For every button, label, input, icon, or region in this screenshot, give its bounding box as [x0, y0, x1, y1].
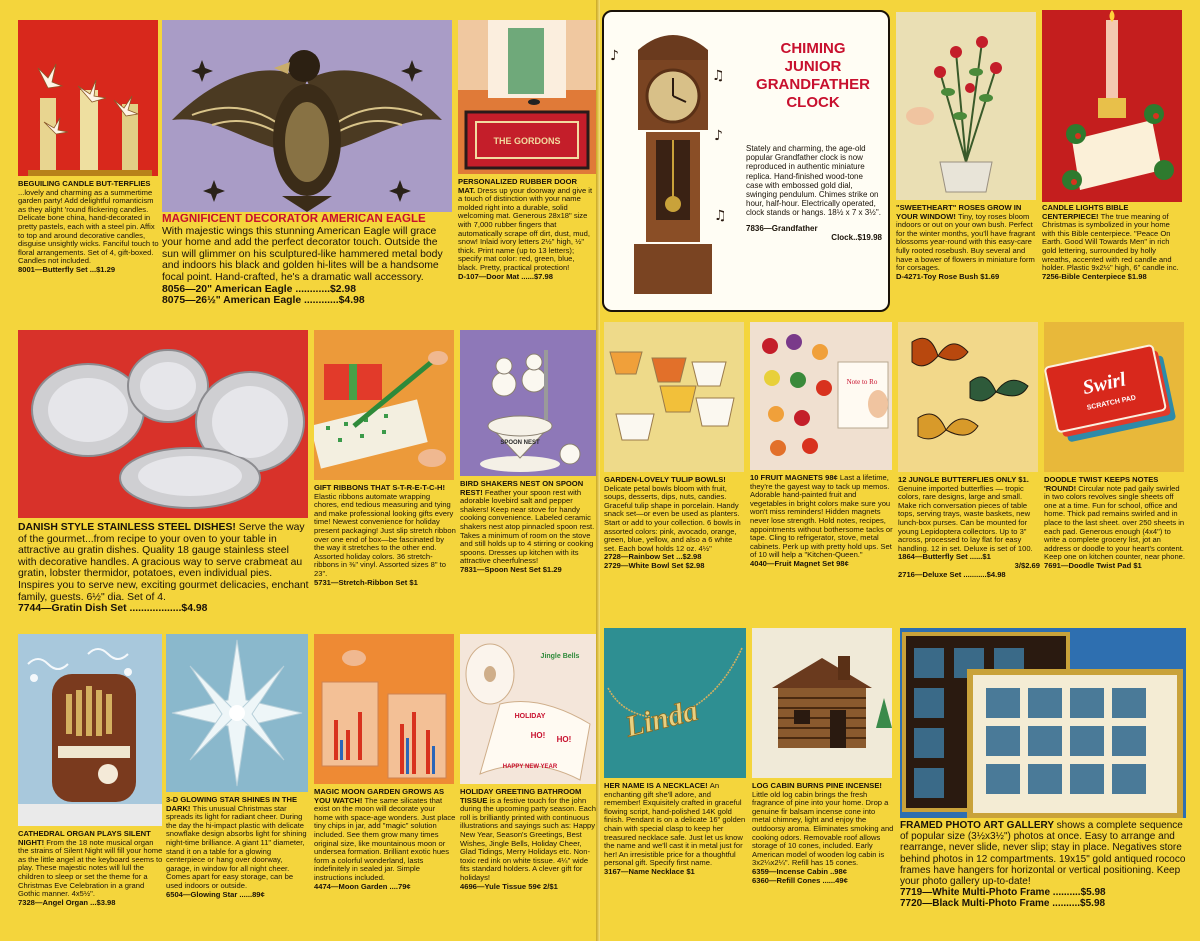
door-mat-price: D-107—Door Mat ......$7.98	[458, 271, 553, 281]
rose-bush-photo	[896, 12, 1036, 200]
fruit-magnets-price: 4040—Fruit Magnet Set 98¢	[750, 558, 849, 568]
angel-organ-title: CATHEDRAL ORGAN PLAYS SILENT NIGHT!	[18, 830, 151, 847]
gratin-dishes-title: DANISH STYLE STAINLESS STEEL DISHES!	[18, 522, 239, 533]
tulip-bowls-body: Delicate petal bowls bloom with fruit, soups, desserts, dips, nuts, candies. Graceful tulip shape in porcelain. Handy snack set—or even be used as planters. Start or add to your collection. 6 bowls in assorted colors: pink, avocado, orange, green, blue, yellow, and also a 6 white set. Each bowl holds 12 oz. 4½"	[604, 483, 741, 553]
bible-centerpiece-text	[1042, 204, 1184, 322]
spoon-nest-photo	[460, 330, 596, 476]
svg-text:♪: ♪	[714, 128, 723, 144]
left-catalog-page	[0, 0, 598, 941]
incense-cabin-body: Little old log cabin brings the fresh fragrance of pine into your home. Drop a genuine fir balsam incense cone into metal chimney, light and enjoy the outdoorsy aroma. Eliminates smoking and cooking odors. Removable roof allows storage of 10 cones, included. Early American model of wooden log cabin is 3x2¼x2¼". Refill has 15 cones.	[752, 789, 894, 868]
door-mat-lettering: THE GORDONS	[493, 136, 561, 146]
clock-heading-line-2: JUNIOR	[784, 58, 842, 75]
name-necklace-title: HER NAME IS A NECKLACE!	[604, 782, 710, 790]
jungle-butterflies-price-multi: 3/$2.69	[1014, 560, 1040, 570]
glowing-star-price: 6504—Glowing Star ......89¢	[166, 889, 265, 899]
yule-tissue-body: is a festive touch for the john during the upcoming party season. Each roll is brilliantly printed with continuous illustrations and sayings such as: Happy New Year, Season's Greetings, Best Wishes, Jingle Bells, Holiday Cheer, Glad Tidings, Merry Holidays etc. Non-toxic red ink on white tissue. 4¼" wide fits standard holders. A clever gift for holidays!	[460, 795, 596, 882]
jungle-butterflies-photo	[898, 322, 1038, 472]
tissue-word-2: Jingle Bells	[540, 653, 580, 660]
clock-heading-line-4: CLOCK	[786, 94, 840, 111]
tulip-bowls-title: GARDEN-LOVELY TULIP BOWLS!	[604, 476, 726, 484]
candle-butterflies-photo	[18, 20, 158, 176]
incense-cabin-photo	[752, 628, 892, 778]
gratin-dishes-body: Serve the way of the gourmet...from recipe to your oven to your table in attractive au gratin dishes. Quality 18 gauge stainless steel with decorative handles. A gracious way to serve crabmeat au gratin, lobster thermidor, potatoes, even individual pies. Inspires you to serve new, exciting gourmet delicacies, enchant family, guests. 6½" dia. Set of 4.	[18, 522, 309, 603]
doodle-twist-pad-title: DOODLE TWIST KEEPS NOTES 'ROUND!	[1044, 476, 1159, 493]
svg-text:♫: ♫	[714, 208, 727, 224]
tulip-bowls-price-white: 2729—White Bowl Set $2.98	[604, 560, 705, 570]
rose-bush-title: "SWEETHEART" ROSES GROW IN YOUR WINDOW!	[896, 204, 1022, 221]
grandfather-clock-photo	[608, 20, 738, 304]
yule-tissue-text	[460, 788, 596, 940]
fruit-magnets-text	[750, 474, 894, 622]
candle-butterflies-price: 8001—Butterfly Set ...$1.29	[18, 264, 116, 274]
american-eagle-title: MAGNIFICENT DECORATOR AMERICAN EAGLE	[162, 214, 426, 225]
incense-cabin-text	[752, 782, 894, 940]
doodle-twist-pad-price: 7691—Doodle Twist Pad $1	[1044, 560, 1142, 570]
tissue-word-4: HO!	[556, 735, 572, 744]
jungle-butterflies-price-deluxe: 2716—Deluxe Set ...........$4.98	[898, 569, 1006, 579]
name-necklace-price: 3167—Name Necklace $1	[604, 866, 695, 876]
moon-garden-photo	[314, 634, 454, 784]
gratin-dishes-text	[18, 522, 310, 632]
jungle-butterflies-price-set: 1864—Butterfly Set ......$1	[898, 552, 991, 562]
glowing-star-text	[166, 796, 310, 940]
stretch-ribbons-text	[314, 484, 456, 624]
svg-text:♫: ♫	[712, 68, 725, 84]
jungle-butterflies-text	[898, 476, 1040, 622]
incense-cabin-price: 6359—Incense Cabin ..98¢	[752, 866, 847, 876]
fruit-magnets-photo	[750, 322, 892, 470]
candle-butterflies-text	[18, 180, 160, 322]
rose-bush-text	[896, 204, 1038, 322]
jungle-butterflies-title: 12 JUNGLE BUTTERFLIES ONLY $1.	[898, 476, 1029, 484]
multi-photo-frame-text	[900, 820, 1188, 940]
american-eagle-photo	[162, 20, 452, 212]
incense-cabin-title: LOG CABIN BURNS PINE INCENSE!	[752, 782, 882, 790]
notepad-brand: Swirl	[1080, 368, 1128, 400]
gratin-dishes-price: 7744—Gratin Dish Set ..................$4.98	[18, 603, 208, 615]
spoon-nest-title: BIRD SHAKERS NEST ON SPOON REST!	[460, 480, 584, 497]
moon-garden-price: 4474—Moon Garden ....79¢	[314, 881, 411, 891]
spoon-nest-text	[460, 480, 596, 620]
moon-garden-body: The same silicates that exist on the moon will decorate your home with space-age wonders. Just place tiny chips in jar, add "magic" solution included. See them grow many times original size, like mountainous moon or undersea formation. Brilliant exotic hues form a colorful wonderland, lasts indefinitely in sealed jar. Simple instructions included.	[314, 795, 456, 882]
multi-photo-frame-body: shows a complete sequence of popular size (3½x3½") photos at once. Easy to arrange and rearrange, never slide, never slip; stay in place. Negatives store behind photos in 12 compartments. 19x15" gold antiqued rococo frames have hangers for horizontal or vertical positioning. Keep your photo gallery up-to-date!	[900, 820, 1186, 888]
clock-heading-line-3: GRANDFATHER	[756, 76, 870, 93]
american-eagle-price-20: 8056—20" American Eagle ............$2.98	[162, 283, 356, 295]
tissue-word-3: HO!	[530, 731, 546, 740]
jungle-butterflies-body: Genuine imported butterflies — tropic colors, rare designs, large and small. Make rich conversation pieces of table tops, serving trays, waste baskets, new lunch-box purses. Can be mounted for young Lepidoptera collectors. Up to 3" across, processed to lay flat for easy handling. 12 in set. Deluxe is set of 100.	[898, 483, 1033, 553]
necklace-name: Linda	[622, 693, 702, 744]
grandfather-clock-panel	[602, 10, 890, 312]
angel-organ-body: From the 18 note musical organ the strains of Silent Night will fill your home as the little angel at the keyboard seems to play. These majestic notes will lull the children to sleep or set the theme for a Christmas Eve Celebration in a grand Gothic manner. 4x5½".	[18, 837, 163, 899]
grandfather-clock-heading	[744, 40, 882, 112]
candle-butterflies-title: BEGUILING CANDLE BUT-TERFLIES	[18, 180, 151, 188]
stretch-ribbons-body: Elastic ribbons automate wrapping chores, end tedious measuring and tying and make professional looking gifts every time! Newest convenience for holiday present packaging! Just slip stretch ribbon over one end of box—be fascinated by the way it stretches to the other end. Assorted holiday colors. 36 stretch-ribbons in ⅜" vinyl. Assorted sizes 8" to 23".	[314, 491, 456, 578]
american-eagle-body: With majestic wings this stunning American Eagle will grace your home and add the perfect decorator touch. Outside the sun will glimmer on his sculptured-like hammered metal body and indoors his black and golden hi-lites will be a handsome focal point. Hand-crafted, he's a dramatic wall accessory.	[162, 225, 443, 283]
stretch-ribbons-price: 5731—Stretch-Ribbon Set $1	[314, 577, 418, 587]
moon-garden-text	[314, 788, 456, 940]
spoon-nest-label: SPOON NEST	[500, 440, 540, 446]
magnet-note-text: Note to Ro	[846, 378, 878, 386]
glowing-star-body: This unusual Christmas star spreads its light for radiant cheer. During the day the hi-impact plastic with delicate snowflake design absorbs light for shining night-time brilliance. A giant 11" diameter, stand it on a table for a glowing centerpiece or hang over doorway, garage, in window for all night cheer. Comes apart for easy storage, can be used indoors or outside.	[166, 803, 307, 890]
tulip-bowls-photo	[604, 322, 744, 472]
yule-tissue-title: HOLIDAY GREETING BATHROOM TISSUE	[460, 788, 582, 805]
angel-organ-price: 7328—Angel Organ ...$3.98	[18, 897, 116, 907]
right-catalog-page	[600, 0, 1200, 941]
tissue-word-5: HAPPY NEW YEAR	[502, 764, 558, 770]
yule-tissue-price: 4696—Yule Tissue 59¢ 2/$1	[460, 881, 558, 891]
svg-text:♪: ♪	[610, 48, 619, 64]
fruit-magnets-title: 10 FRUIT MAGNETS 98¢	[750, 474, 840, 482]
grandfather-clock-body: Stately and charming, the age-old popular Grandfather clock is now reproduced in authentic miniature replica. Hand-finished wood-tone case with embossed gold dial, swinging pendulum. Chimes strike on hour, half-hour. Electrically operated, clock stands or hangs. 18½ x 7 x 3½".	[746, 144, 881, 218]
stretch-ribbons-title: GIFT RIBBONS THAT S-T-R-E-T-C-H!	[314, 484, 446, 492]
angel-organ-text	[18, 830, 164, 940]
clock-heading-line-1: CHIMING	[780, 40, 846, 57]
multi-photo-frame-price-white: 7719—White Multi-Photo Frame ..........$5.98	[900, 887, 1106, 899]
stretch-ribbons-photo	[314, 330, 454, 480]
tulip-bowls-price-rainbow: 2728—Rainbow Set ...$2.98	[604, 552, 702, 562]
spoon-nest-price: 7831—Spoon Nest Set $1.29	[460, 564, 562, 574]
glowing-star-title: 3-D GLOWING STAR SHINES IN THE DARK!	[166, 796, 298, 813]
glowing-star-photo	[166, 634, 308, 792]
fruit-magnets-body: Last a lifetime, they're the gayest way to tack up memos. Adorable hand-painted fruit and vegetables in bright colors make sure you won't miss reminders! Hidden magnets never lose strength. Hold notes, recipes, appointments without bothersome tacks or tape. Cling to refrigerator, stove, metal cabinets. Perk up with pretty hold ups. Set of 10 will help a "Kitchen-Queen."	[750, 474, 893, 560]
grandfather-clock-price-a: 7836—Grandfather	[746, 223, 818, 233]
name-necklace-body: An enchanting gift she'll adore, and remember! Exquisitely crafted in graceful flowing script, hand-polished 14K gold finish. Pendant is on a delicate 16" golden chain with special clasp to keep her treasured necklace safe. Just let us know the name and we'll cast it in metal just for her! An irresistible price for a thoughtful personal gift. Specify first name.	[604, 782, 746, 868]
american-eagle-text	[162, 214, 454, 324]
multi-photo-frame-photo	[900, 628, 1186, 818]
door-mat-photo	[458, 20, 596, 174]
gratin-dishes-photo	[18, 330, 308, 518]
bible-centerpiece-photo	[1042, 10, 1182, 202]
grandfather-clock-price-b: Clock..$19.98	[831, 232, 882, 242]
candle-butterflies-body: ...lovely and charming as a summertime garden party! Add delightful romanticism as they alight 'round flickering candles. Delicate bone china, hand-decorated in pretty pastels, each with a steel pin. Affix to top and around decorative candles, disguise unsightly wicks. Fanciful touch to floral arrangements. Set of 4, gift-boxed. Candles not included.	[18, 187, 159, 266]
bible-centerpiece-title: CANDLE LIGHTS BIBLE CENTERPIECE!	[1042, 204, 1129, 221]
moon-garden-title: MAGIC MOON GARDEN GROWS AS YOU WATCH!	[314, 788, 445, 805]
doodle-twist-pad-body: Circular note pad gaily swirled in two colors revolves single sheets off one at a time. Fun for school, office and home. Thick pad remains swirled and in place to the last sheet. over 250 sheets in each pad. Generous enough (4x4") to write a complete grocery list, jot an address or doodle to your heart's content. Keep one on kitchen counter, near phone.	[1044, 483, 1186, 562]
american-eagle-price-26: 8075—26½" American Eagle ............$4.98	[162, 295, 365, 307]
multi-photo-frame-title: FRAMED PHOTO ART GALLERY	[900, 820, 1057, 831]
angel-organ-photo	[18, 634, 162, 826]
tulip-bowls-text	[604, 476, 746, 622]
bible-centerpiece-body: The true meaning of Christmas is symbolized in your home with this Bible centerpiece. "Peace On Earth. Good Will Towards Men" in rich gold lettering, surrounded by holly wreaths, accented with red candle and holder. Plastic 9x2½" high, 6" candle inc.	[1042, 211, 1179, 273]
doodle-twist-pad-text	[1044, 476, 1186, 622]
door-mat-text	[458, 178, 596, 322]
notepad-brand-sub: SCRATCH PAD	[1086, 394, 1137, 412]
door-mat-body: Dress up your doorway and give it a touch of distinction with your name molded right into a durable, solid welcoming mat. Generous 28x18" size with 7,000 rubber fingers that automatically scrape off dirt, dust, mud, snow! Inlaid ivory letters 2½" high, ½" thick. Print name (up to 13 letters); specify mat color: red, green, blue, black. Pretty, practical protection!	[458, 185, 593, 272]
multi-photo-frame-price-black: 7720—Black Multi-Photo Frame ..........$5.98	[900, 898, 1106, 910]
grandfather-clock-text	[746, 144, 882, 304]
rose-bush-price: D-4271-Toy Rose Bush $1.69	[896, 271, 1000, 281]
doodle-twist-pad-photo	[1044, 322, 1184, 472]
rose-bush-body: Tiny, toy roses bloom indoors or out on your own bush. Perfect for the winter months, you'll have fragrant blossoms year-round with this easy-care fully rooted rosebush. Buy several and have a bower of flowers in miniature form for corsages.	[896, 211, 1036, 273]
spoon-nest-body: Feather your spoon rest with adorable lovebird salt and pepper shakers! Keep near stove for handy cooking convenience. Labeled ceramic shakers nest atop pinnacled spoon rest. Takes a minimum of room on the stove and still holds up to 4 stirring or cooking spoons. Dresses up kitchen with its attractive cheerfulness!	[460, 487, 595, 566]
name-necklace-photo	[604, 628, 746, 778]
tissue-word-1: HOLIDAY	[514, 713, 546, 720]
incense-refill-price: 6360—Refill Cones ......49¢	[752, 875, 848, 885]
name-necklace-text	[604, 782, 748, 940]
door-mat-title: PERSONALIZED RUBBER DOOR MAT.	[458, 178, 577, 195]
bible-centerpiece-price: 7256-Bible Centerpiece $1.98	[1042, 271, 1147, 281]
yule-tissue-photo	[460, 634, 596, 784]
